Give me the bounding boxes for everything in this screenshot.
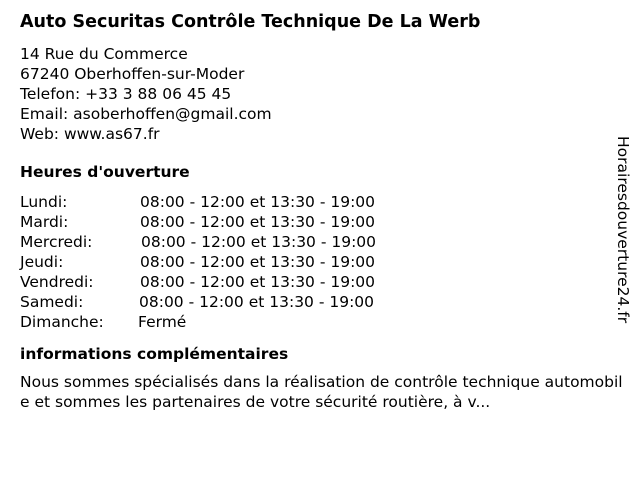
contact-block xyxy=(20,44,620,144)
time-range: 08:00 - 12:00 et 13:30 - 19:00 xyxy=(140,253,376,271)
hours-heading: Heures d'ouverture xyxy=(20,163,190,181)
hours-row-mercredi xyxy=(20,232,620,252)
website: Web: www.as67.fr xyxy=(20,125,160,143)
info-heading: informations complémentaires xyxy=(20,345,289,363)
time-range: 08:00 - 12:00 et 13:30 - 19:00 xyxy=(141,233,377,251)
hours-row-jeudi xyxy=(20,252,620,272)
day-label: Samedi: xyxy=(20,293,84,311)
email-address: Email: asoberhoffen@gmail.com xyxy=(20,105,272,123)
phone-number: Telefon: +33 3 88 06 45 45 xyxy=(20,85,232,103)
hours-row-vendredi xyxy=(20,272,620,292)
brand-watermark: Horairesdouverture24.fr xyxy=(614,136,632,324)
hours-row-samedi xyxy=(20,292,620,312)
time-range: 08:00 - 12:00 et 13:30 - 19:00 xyxy=(140,273,376,291)
hours-row-dimanche xyxy=(20,312,620,332)
day-label: Mercredi: xyxy=(20,233,93,251)
business-name: Auto Securitas Contrôle Technique De La Werb xyxy=(20,12,481,32)
day-label: Vendredi: xyxy=(20,273,94,291)
time-range: Fermé xyxy=(138,313,187,331)
time-range: 08:00 - 12:00 et 13:30 - 19:00 xyxy=(140,213,376,231)
day-label: Mardi: xyxy=(20,213,69,231)
opening-hours-list xyxy=(20,192,620,332)
day-label: Jeudi: xyxy=(20,253,64,271)
hours-row-mardi xyxy=(20,212,620,232)
hours-row-lundi xyxy=(20,192,620,212)
day-label: Lundi: xyxy=(20,193,68,211)
info-description: Nous sommes spécialisés dans la réalisation de contrôle technique automobile et sommes les partenaires de votre sécurité routière, à v... xyxy=(20,373,623,411)
time-range: 08:00 - 12:00 et 13:30 - 19:00 xyxy=(140,193,376,211)
day-label: Dimanche: xyxy=(20,313,104,331)
time-range: 08:00 - 12:00 et 13:30 - 19:00 xyxy=(139,293,375,311)
city-postcode: 67240 Oberhoffen-sur-Moder xyxy=(20,65,245,83)
street-address: 14 Rue du Commerce xyxy=(20,45,188,63)
